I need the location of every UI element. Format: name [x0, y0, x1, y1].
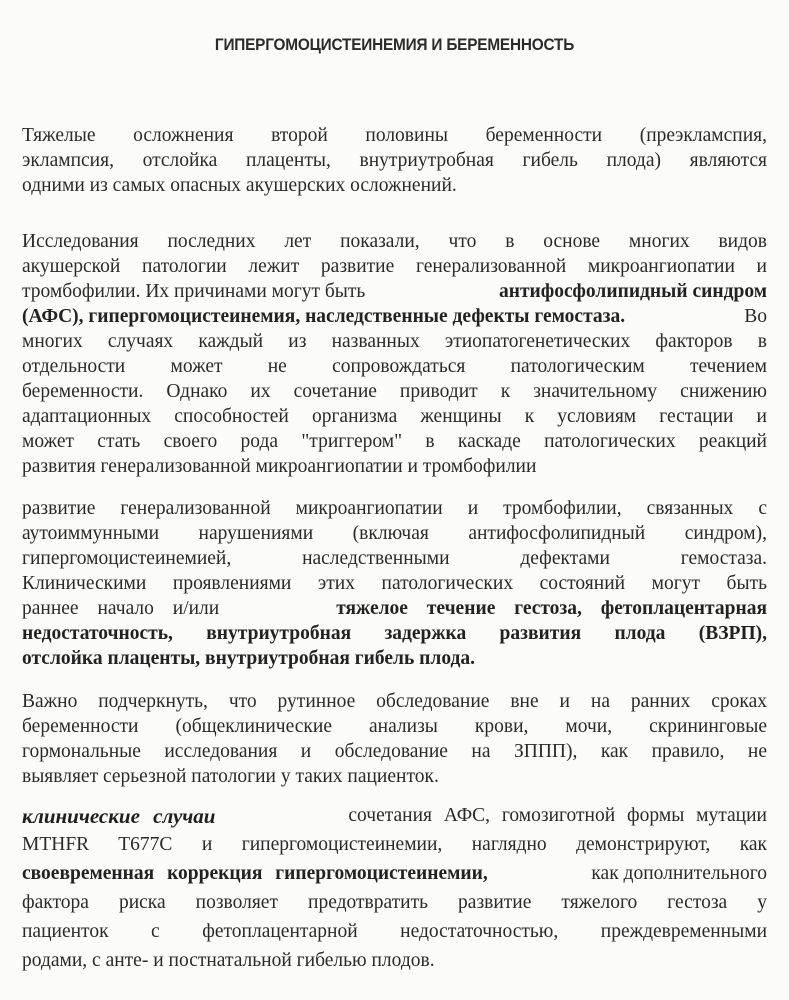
- text-line: отслойка плаценты, внутриутробная гибель плода.: [22, 648, 476, 669]
- text-line: Клиническими проявлениями этих патологических состояний могут быть: [22, 573, 767, 594]
- text-line: беременности (общеклинические анализы крови, мочи, скрининговые: [22, 716, 767, 737]
- bold-terms: своевременная коррекция гипергомоцистеинемии,: [22, 863, 488, 884]
- paragraph-intro: [22, 123, 767, 198]
- text-line: [22, 304, 767, 329]
- text-segment: раннее начало и/или: [22, 598, 220, 619]
- text-line: Тяжелые осложнения второй половины беременности (преэкламспия,: [22, 125, 767, 146]
- text-line: [22, 802, 767, 830]
- text-line: акушерской патологии лежит развитие генерализованной микроангиопатии и: [22, 256, 767, 277]
- text-line: развития генерализованной микроангиопатии и тромбофилии: [22, 456, 537, 477]
- paragraph-clinical-cases: [22, 802, 767, 975]
- text-line: аутоиммунными нарушениями (включая антифосфолипидный синдром),: [22, 523, 767, 544]
- text-line: [22, 279, 767, 304]
- bold-term-afs: антифосфолипидный синдром: [498, 281, 767, 302]
- text-line: эклампсия, отслойка плаценты, внутриутробная гибель плода) являются: [22, 150, 767, 171]
- text-segment: Во: [744, 306, 767, 327]
- text-line: отдельности может не сопровождаться патологическим течением: [22, 356, 767, 377]
- text-line: недостаточность, внутриутробная задержка развития плода (ВЗРП),: [22, 623, 767, 644]
- text-line: [22, 859, 767, 888]
- text-segment: как дополнительного: [591, 863, 767, 884]
- paragraph-manifestations: [22, 496, 767, 671]
- text-line: Важно подчеркнуть, что рутинное обследование вне и на ранних сроках: [22, 691, 767, 712]
- bold-terms: тяжелое течение гестоза, фетоплацентарная: [336, 598, 767, 619]
- text-line: MTHFR T677C и гипергомоцистеинемии, наглядно демонстрируют, как: [22, 834, 767, 855]
- bold-terms: (АФС), гипергомоцистеинемия, наследственные дефекты гемостаза.: [22, 306, 626, 327]
- paragraph-research: [22, 229, 767, 479]
- text-line: одними из самых опасных акушерских осложнений.: [22, 175, 457, 196]
- text-line: развитие генерализованной микроангиопатии и тромбофилии, связанных с: [22, 498, 767, 519]
- text-line: выявляет серьезной патологии у таких пациенток.: [22, 766, 439, 787]
- text-line: фактора риска позволяет предотвратить развитие тяжелого гестоза у: [22, 892, 767, 913]
- bold-italic-term: клинические случаи: [22, 804, 216, 828]
- text-line: беременности. Однако их сочетание приводит к значительному снижению: [22, 381, 767, 402]
- text-line: родами, с анте- и постнатальной гибелью плодов.: [22, 950, 435, 971]
- document-title: ГИПЕРГОМОЦИСТЕИНЕМИЯ И БЕРЕМЕННОСТЬ: [214, 36, 575, 54]
- text-segment: сочетания АФС, гомозиготной формы мутации: [348, 805, 767, 826]
- text-line: может стать своего рода "триггером" в каскаде патологических реакций: [22, 431, 767, 452]
- text-line: гормональные исследования и обследование на ЗППП), как правило, не: [22, 741, 767, 762]
- text-line: адаптационных способностей организма женщины к условиям гестации и: [22, 406, 767, 427]
- text-line: пациенток с фетоплацентарной недостаточностью, преждевременными: [22, 921, 767, 942]
- text-line: Исследования последних лет показали, что в основе многих видов: [22, 231, 767, 252]
- text-line: [22, 596, 767, 621]
- paragraph-routine-exam: [22, 689, 767, 789]
- text-line: многих случаях каждый из названных этиопатогенетических факторов в: [22, 331, 767, 352]
- text-segment: тромбофилии. Их причинами могут быть: [22, 281, 366, 302]
- text-line: гипергомоцистеинемией, наследственными дефектами гемостаза.: [22, 548, 767, 569]
